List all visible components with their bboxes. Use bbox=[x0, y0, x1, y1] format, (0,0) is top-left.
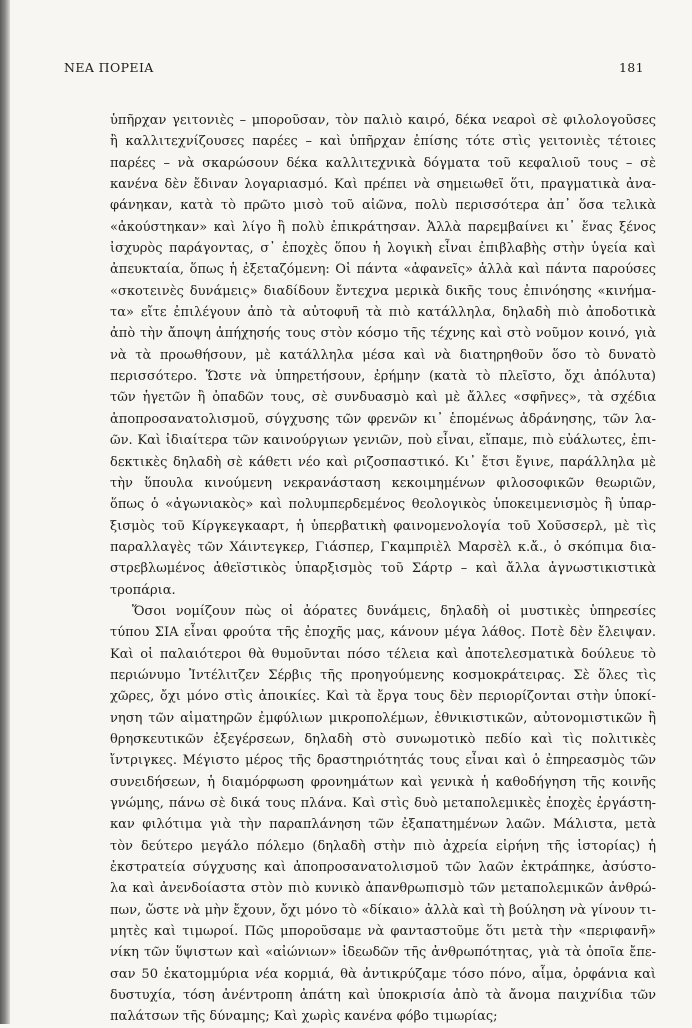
page-binding-edge bbox=[0, 0, 10, 1024]
text-line: Καὶ οἱ παλαιότεροι θὰ θυμοῦνται πόσο τέλεια καὶ ἀποτελεσματικὰ δούλευε τὸ bbox=[110, 646, 656, 662]
text-line: τὸν δεύτερο μεγάλο πόλεμο (δηλαδὴ στὴν πιὸ ἀχρεία εἰρήνη τῆς ἱστορίας) ἡ bbox=[110, 838, 656, 854]
text-line: χῶρες, ὄχι μόνο στὶς ἀποικίες. Καὶ τὰ ἔργα τους δὲν περιορίζονται στὴν ὑποκί- bbox=[110, 689, 656, 705]
text-line: μητὲς καὶ τιμωροί. Πῶς μποροῦσαμε νὰ φανταστοῦμε ὅτι μετὰ τὴν «περιφανῆ» bbox=[110, 924, 656, 940]
text-line: νίκη τῶν ὕψιστων καὶ «αἰώνιων» ἰδεωδῶν τῆς ἀνθρωπότητας, γιὰ τὰ ὁποῖα ἔπε- bbox=[110, 945, 656, 961]
text-line: τὴν ὕπουλα κινούμενη νεκρανάσταση κεκοιμημένων φιλοσοφικῶν θεωριῶν, bbox=[110, 475, 656, 491]
text-line: ῶν. Καὶ ἰδιαίτερα τῶν καινούργιων γενιῶν, ποὺ εἶναι, εἴπαμε, πιὸ εὐάλωτες, ἐπι- bbox=[110, 433, 656, 449]
text-line: λα καὶ ἀνενδοίαστα στὸν πιὸ κυνικὸ ἀπανθρωπισμὸ τῶν μεταπολεμικῶν ἀνθρώ- bbox=[110, 881, 656, 897]
text-line: γνώμης, πάνω σὲ δικά τους πλάνα. Καὶ στὶς δυὸ μεταπολεμικὲς ἐποχὲς ἐργάστη- bbox=[110, 796, 656, 811]
text-line: παρέες – νὰ σκαρώσουν δέκα καλλιτεχνικὰ δόγματα τοῦ κεφαλιοῦ τους – σὲ bbox=[110, 155, 656, 171]
text-line: «ἀκούστηκαν» καὶ λίγο ἢ πολὺ ἐπικράτησαν. Ἀλλὰ παρεμβαίνει κι᾽ ἕνας ξένος bbox=[110, 219, 656, 235]
text-line: ἀποπροσανατολισμοῦ, σύγχυσης τῶν φρενῶν κι᾽ ἑπομένως ἀδράνησης, τῶν λα- bbox=[110, 411, 656, 427]
text-line: δεκτικὲς δηλαδὴ σὲ κάθετι νέο καὶ ριζοσπαστικό. Κι᾽ ἔτσι ἔγινε, παράλληλα μὲ bbox=[110, 454, 656, 470]
text-line: ἐκστρατεία σύγχυσης καὶ ἀποπροσανατολισμοῦ τῶν λαῶν ἐκτράπηκε, ἀσύστο- bbox=[110, 860, 656, 876]
text-line: ἰσχυρὸς παράγοντας, σ᾽ ἐποχὲς ὅπου ἡ λογικὴ εἶναι ἐπιβλαβὴς στὴν ὑγεία καὶ bbox=[110, 241, 656, 257]
text-line: σαν 50 ἑκατομμύρια νέα κορμιά, θὰ ἀντικρύζαμε τόσο πόνο, αἷμα, ὀρφάνια καὶ bbox=[110, 966, 656, 982]
text-line: θρησκευτικῶν ἐξεγέρσεων, δηλαδὴ στὸ συνωμοτικὸ πεδίο καὶ τὶς πολιτικὲς bbox=[110, 731, 656, 747]
text-line: τῶν ἡγετῶν ἢ ὀπαδῶν τους, σὲ συνδυασμὸ καὶ μὲ ἄλλες «σφῆνες», τὰ σχέδια bbox=[110, 390, 656, 406]
running-header bbox=[64, 60, 644, 80]
text-line: ἢ καλλιτεχνίζουσες παρέες – καὶ ὑπῆρχαν ἐπίσης τότε στὶς γειτονιὲς τέτοιες bbox=[110, 134, 656, 150]
text-line: τροπάρια. bbox=[110, 582, 176, 598]
text-line: ὑπῆρχαν γειτονιὲς – μποροῦσαν, τὸν παλιὸ καιρό, δέκα νεαροὶ σὲ φιλολογοῦσες bbox=[110, 113, 656, 128]
text-line: νηση τῶν αἱματηρῶν ἐμφύλιων μικροπολέμων, ἐθνικιστικῶν, αὐτονομιστικῶν ἢ bbox=[110, 710, 656, 726]
text-line: νὰ τὰ προωθήσουν, μὲ κατάλληλα μέσα καὶ νὰ διατηρηθοῦν ὅσο τὸ δυνατὸ bbox=[110, 347, 656, 363]
text-line: ἀπὸ τὴν ἄποψη ἀπήχησής τους στὸν κόσμο τῆς τέχνης καὶ στὸ νοῦμον κοινό, γιὰ bbox=[110, 326, 656, 342]
text-line: φάνηκαν, κατὰ τὸ πρῶτο μισὸ τοῦ αἰῶνα, πολὺ περισσότερα ἀπ᾽ ὅσα τελικὰ bbox=[110, 198, 656, 214]
text-line: τα» εἴτε ἐπιλέγουν ἀπὸ τὰ αὐτοφυῆ τὰ πιὸ κατάλληλα, δηλαδὴ πιὸ ἀποδοτικὰ bbox=[110, 305, 656, 321]
page-number: 181 bbox=[618, 60, 644, 75]
text-line: περισσότερο. Ὥστε νὰ ὑπηρετήσουν, ἐρήμην (κατὰ τὸ πλεῖστο, ὄχι ἀπόλυτα) bbox=[110, 369, 656, 385]
text-line: Ὅσοι νομίζουν πὼς οἱ ἀόρατες δυνάμεις, δηλαδὴ οἱ μυστικὲς ὑπηρεσίες bbox=[132, 603, 656, 619]
text-line: ξισμὸς τοῦ Κίργκεγκααρτ, ἡ ὑπερβατικὴ φαινομενολογία τοῦ Χοῦσσερλ, μὲ τὶς bbox=[110, 518, 656, 534]
text-line: καν φιλότιμα γιὰ τὴν παραπλάνηση τῶν ἐξαπατημένων λαῶν. Μάλιστα, μετὰ bbox=[110, 817, 656, 833]
text-line: στρεβλωμένος ἀθεϊστικὸς ὑπαρξισμὸς τοῦ Σάρτρ – καὶ ἄλλα ἀγνωστικιστικὰ bbox=[110, 561, 656, 577]
text-line: τύπου ΣΙΑ εἶναι φρούτα τῆς ἐποχῆς μας, κάνουν μέγα λάθος. Ποτὲ δὲν ἔλειψαν. bbox=[110, 625, 656, 641]
text-line: ἴντριγκες. Μέγιστο μέρος τῆς δραστηριότητάς τους εἶναι καὶ ὁ ἐπηρεασμὸς τῶν bbox=[110, 753, 656, 769]
text-line: κανένα δὲν ἔδιναν λογαριασμό. Καὶ πρέπει νὰ σημειωθεῖ ὅτι, πραγματικὰ ἀνα- bbox=[110, 177, 656, 193]
text-line: παλάτσων τῆς δύναμης; Καὶ χωρὶς κανένα φόβο τιμωρίας; bbox=[110, 1009, 498, 1025]
text-line: πων, ὥστε νὰ μὴν ἔχουν, ὄχι μόνο τὸ «δίκαιο» ἀλλὰ καὶ τὴ βούληση νὰ γίνουν τι- bbox=[110, 902, 656, 918]
text-line: συνειδήσεων, ἡ διαμόρφωση φρονημάτων καὶ γενικὰ ἡ καθοδήγηση τῆς κοινῆς bbox=[110, 774, 656, 790]
paragraph-2 bbox=[110, 601, 656, 1028]
text-line: ἀπευκταία, ὅπως ἡ ἐξεταζόμενη: Οἱ πάντα «ἀφανεῖς» ἀλλὰ καὶ πάντα παρούσες bbox=[110, 262, 656, 278]
text-line: «σκοτεινὲς δυνάμεις» διαδίδουν ἔντεχνα μερικὰ δικῆς τους ἐπινόησης «κινήμα- bbox=[110, 283, 656, 299]
paragraph-1 bbox=[110, 110, 656, 601]
text-line: παραλλαγὲς τῶν Χάιντεγκερ, Γιάσπερ, Γκαμπριὲλ Μαρσὲλ κ.ἄ., ὁ σκόπιμα δια- bbox=[110, 539, 656, 555]
text-line: δυστυχία, τόση ἀνέντροπη ἀπάτη καὶ ὑποκρισία ἀπὸ τὰ ἄνομα παιχνίδια τῶν bbox=[110, 988, 656, 1004]
journal-title: ΝΕΑ ΠΟΡΕΙΑ bbox=[64, 60, 154, 75]
body-text bbox=[110, 110, 656, 1028]
text-line: περιώνυμο Ἰντέλιτζεν Σέρβις τῆς προηγούμενης κοσμοκράτειρας. Σὲ ὅλες τὶς bbox=[110, 667, 656, 683]
text-line: ὅπως ὁ «ἀγωνιακὸς» καὶ πολυμπερδεμένος θεολογικὸς ὑποκειμενισμὸς ἢ ὑπαρ- bbox=[110, 497, 656, 513]
